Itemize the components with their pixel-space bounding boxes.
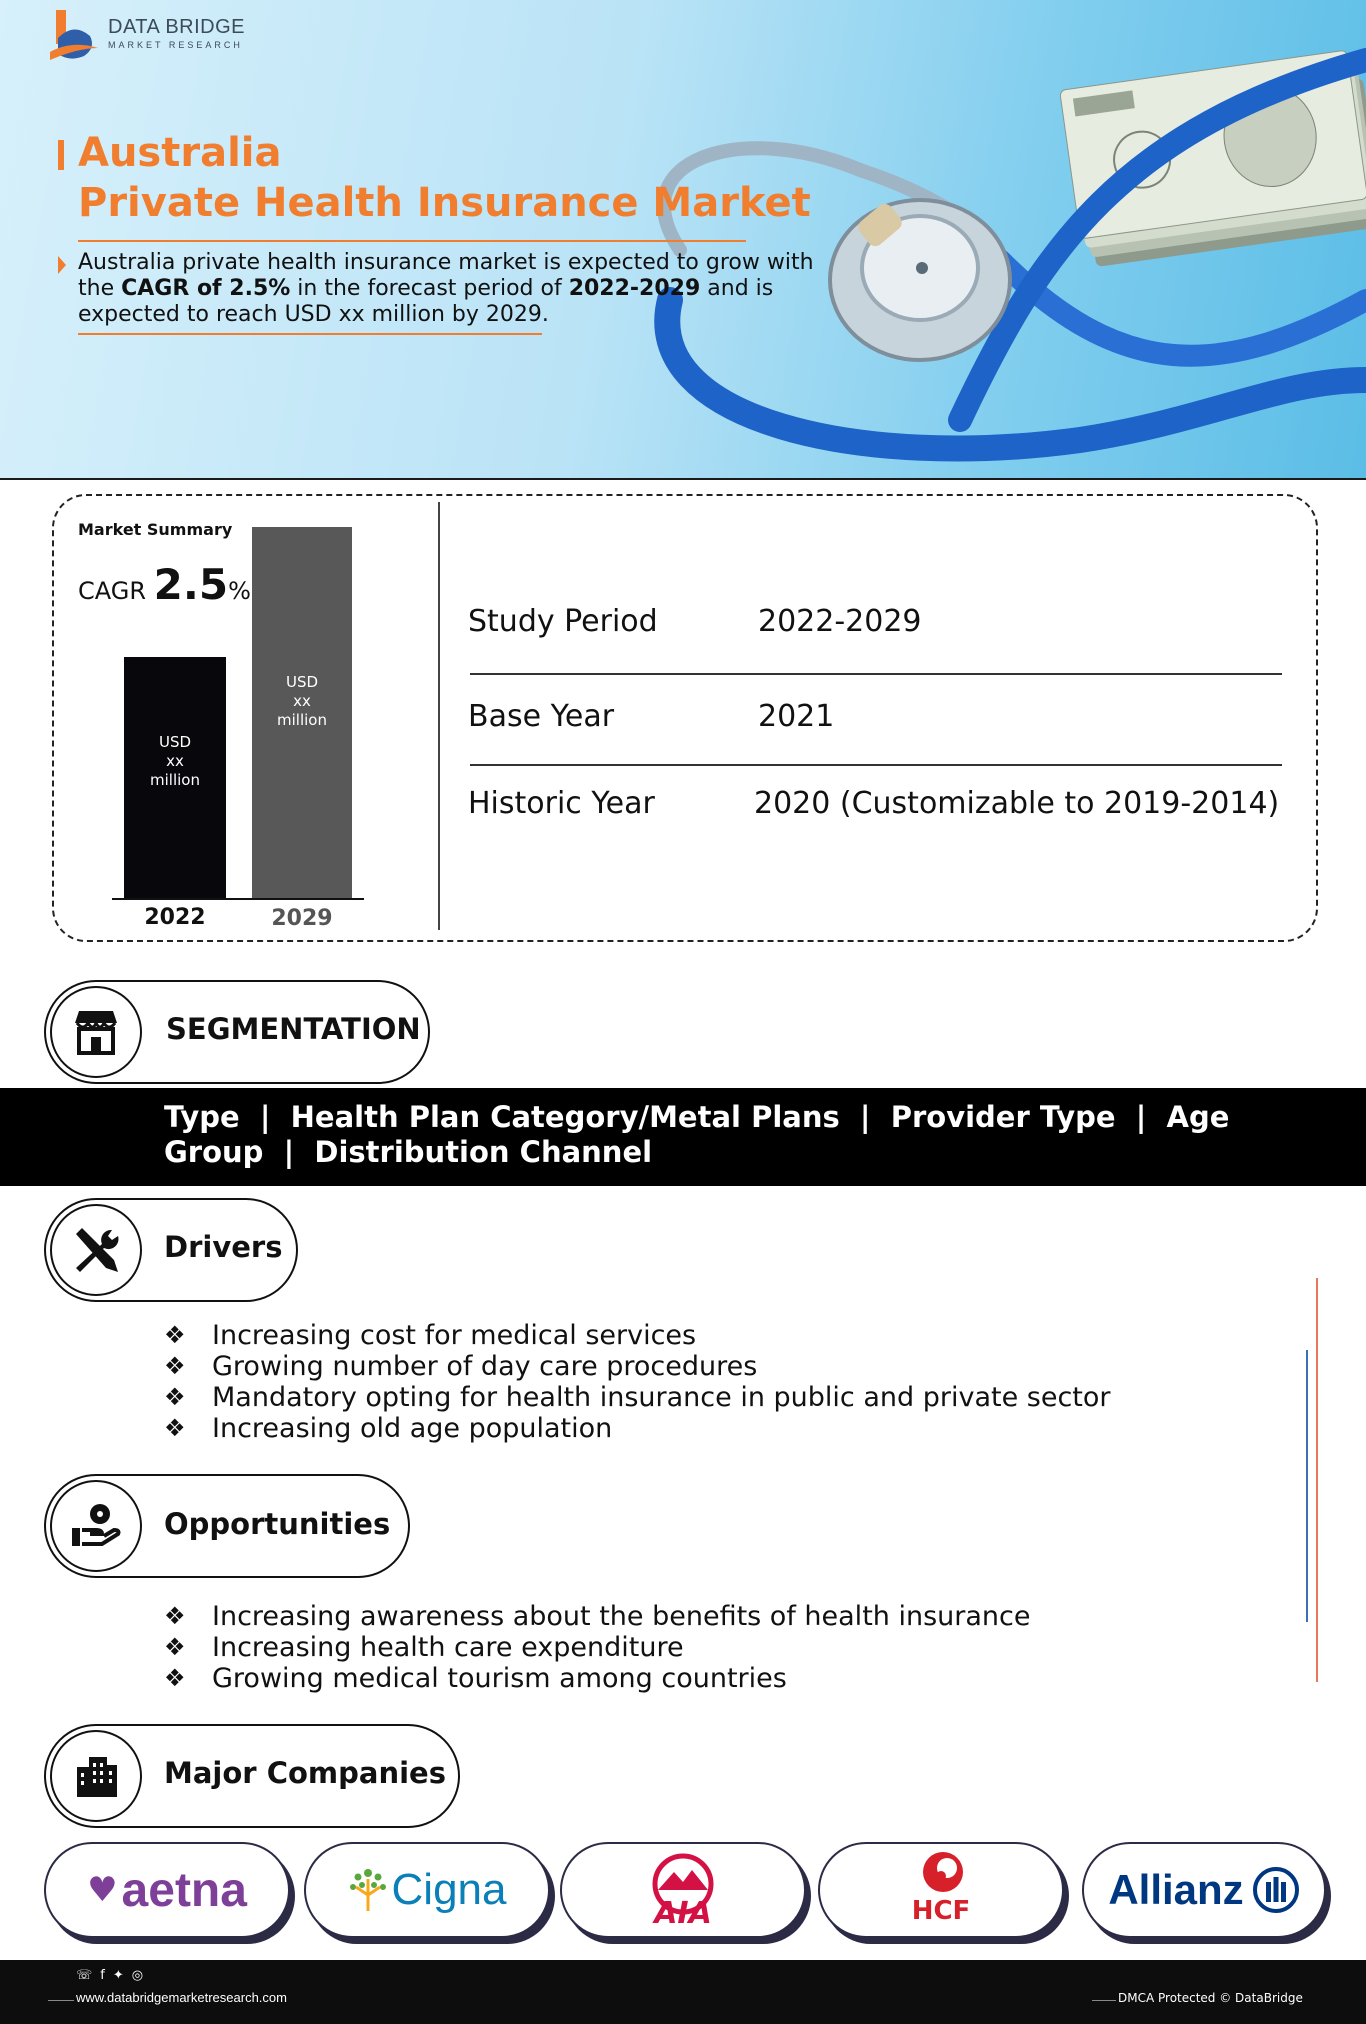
social-icons — [76, 1968, 151, 1983]
cagr-text: CAGR 2.5% — [78, 560, 251, 609]
market-summary-label: Market Summary — [78, 520, 233, 539]
opportunities-heading: Opportunities — [164, 1507, 391, 1541]
segmentation-list: Type | Health Plan Category/Metal Plans | Provider Type | Age Group | Distribution Channel — [164, 1100, 1240, 1169]
footer-url-link[interactable]: www.databridgemarketresearch.com — [76, 1990, 287, 2005]
company-logo-cigna: Cigna — [304, 1842, 550, 1938]
bar-2029-label: USD xx million — [277, 673, 327, 729]
page-title-line1: Australia — [78, 130, 282, 176]
twitter-icon[interactable]: ✦ — [112, 1968, 132, 1983]
list-item: ❖ Growing medical tourism among countries — [164, 1663, 787, 1694]
building-icon — [50, 1730, 142, 1822]
decorative-line — [1316, 1278, 1318, 1682]
data-bridge-logo-icon — [48, 8, 100, 64]
drivers-list — [164, 1320, 1264, 1444]
list-item: ❖ Increasing cost for medical services — [164, 1320, 697, 1351]
summary-divider — [438, 502, 440, 930]
footer-rule — [1092, 2000, 1116, 2001]
company-logo-allianz: Allianz — [1082, 1842, 1326, 1938]
hero-banner — [0, 0, 1366, 478]
hero-divider — [0, 478, 1366, 480]
drivers-heading: Drivers — [164, 1230, 283, 1264]
tools-icon — [50, 1204, 142, 1296]
footer-rule — [48, 2000, 74, 2001]
base-year-value: 2021 — [758, 699, 835, 734]
title-accent-bar — [58, 140, 64, 170]
cagr-value: 2.5 — [153, 560, 229, 609]
intro-period: 2022-2029 — [568, 276, 701, 301]
list-item: ❖ Mandatory opting for health insurance in public and private sector — [164, 1382, 1111, 1413]
cigna-tree-icon — [348, 1865, 388, 1915]
intro-cagr: CAGR of 2.5% — [121, 276, 291, 301]
row-separator — [470, 673, 1282, 675]
chart-bar-2022 — [124, 657, 226, 898]
chart-tick-2029: 2029 — [271, 906, 333, 931]
stethoscope-money-illustration — [560, 0, 1366, 478]
brand-tagline: MARKET RESEARCH — [108, 40, 243, 50]
segmentation-heading: SEGMENTATION — [166, 1012, 421, 1046]
chart-axis — [112, 898, 364, 900]
allianz-emblem-icon — [1252, 1866, 1300, 1914]
company-logo-aetna: ♥ aetna — [44, 1842, 290, 1938]
instagram-icon[interactable]: ◎ — [131, 1968, 152, 1983]
list-item: ❖ Increasing old age population — [164, 1413, 613, 1444]
intro-paragraph: Australia private health insurance market is expected to grow with the CAGR of 2.5% in the forecast period of 2022-2029 and is expected to reach USD xx million by 2029. — [78, 250, 814, 327]
heart-icon: ♥ — [87, 1870, 118, 1910]
brand-name: DATA BRIDGE — [108, 16, 246, 38]
hcf-swirl-icon — [913, 1850, 973, 1900]
bar-2022-label: USD xx million — [150, 733, 200, 789]
historic-year-value: 2020 (Customizable to 2019-2014) — [754, 786, 1280, 821]
chart-tick-2022: 2022 — [144, 905, 206, 930]
study-period-value: 2022-2029 — [758, 604, 922, 639]
facebook-icon[interactable]: f — [100, 1968, 113, 1983]
hand-coin-icon — [50, 1480, 142, 1572]
company-logo-hcf: HCF — [818, 1842, 1064, 1938]
chart-bar-2029 — [252, 527, 352, 898]
decorative-line — [1306, 1350, 1308, 1622]
footer-copyright: DMCA Protected © DataBridge — [1118, 1991, 1303, 2005]
opportunities-list — [164, 1601, 1264, 1694]
historic-year-label: Historic Year — [468, 786, 655, 821]
intro-arrow-icon — [58, 256, 66, 274]
company-logo-aia: AIA — [560, 1842, 806, 1938]
companies-heading: Major Companies — [164, 1756, 446, 1790]
base-year-label: Base Year — [468, 699, 615, 734]
list-item: ❖ Increasing health care expenditure — [164, 1632, 684, 1663]
store-icon — [50, 986, 142, 1078]
list-item: ❖ Growing number of day care procedures — [164, 1351, 758, 1382]
study-period-label: Study Period — [468, 604, 658, 639]
whatsapp-icon[interactable]: ☏ — [76, 1968, 101, 1983]
page-title-line2: Private Health Insurance Market — [78, 180, 811, 226]
title-underline — [78, 240, 746, 242]
row-separator — [470, 764, 1282, 766]
list-item: ❖ Increasing awareness about the benefits of health insurance — [164, 1601, 1031, 1632]
intro-underline — [78, 333, 542, 335]
